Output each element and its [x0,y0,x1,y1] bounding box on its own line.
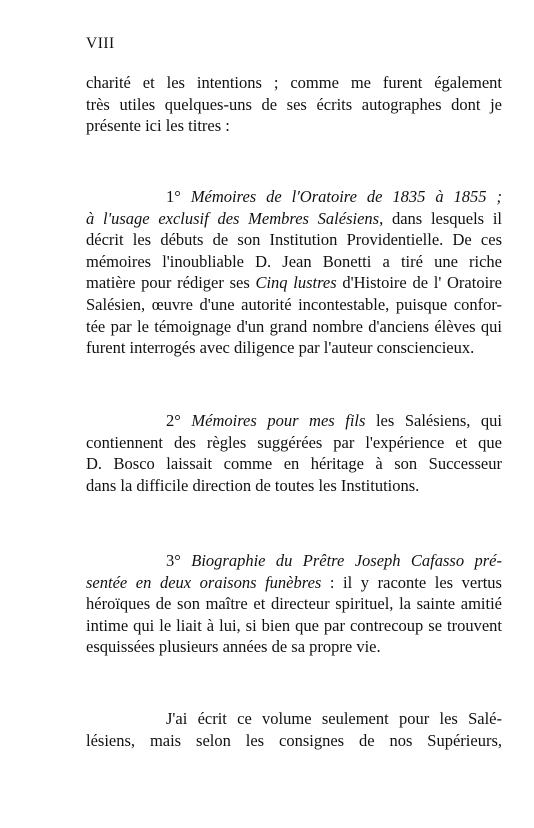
text-line: esquissées plusieurs années de sa propre vie. [86,637,381,657]
text-line: 3° Biographie du Prêtre Joseph Cafasso pré- [166,551,502,570]
text-line: mémoires l'inoubliable D. Jean Bonetti a tiré une riche [86,251,502,271]
text-line: à l'usage exclusif des Membres Salésiens, dans lesquels il [86,208,502,228]
paragraph-closing [86,708,502,751]
text-line: contiennent des règles suggérées par l'expérience et que [86,432,502,452]
page-number: VIII [86,35,115,52]
text-line: 1° Mémoires de l'Oratoire de 1835 à 1855 ; [166,187,502,206]
text-line: dans la difficile direction de toutes les Institutions. [86,475,420,495]
paragraph-item-3 [86,550,502,658]
text-line: matière pour rédiger ses Cinq lustres d'Histoire de l' Oratoire [86,273,502,293]
paragraph-item-1 [86,186,502,359]
text-line: sentée en deux oraisons funèbres : il y raconte les vertus [86,572,502,592]
text-line: 2° Mémoires pour mes fils les Salésiens, qui [166,411,502,430]
text-line: J'ai écrit ce volume seulement pour les Salé- [166,709,502,728]
text-line: Salésien, œuvre d'une autorité incontestable, puisque confor- [86,294,502,314]
text-line: tée par le témoignage d'un grand nombre d'anciens élèves qui [86,316,502,336]
text-line: lésiens, mais selon les consignes de nos Supérieurs, [86,730,502,750]
text-line: D. Bosco laissait comme en héritage à son Successeur [86,454,502,474]
text-line: présente ici les titres : [86,116,230,136]
paragraph-item-2 [86,410,502,496]
text-line: très utiles quelques-uns de ses écrits autographes dont je [86,94,502,114]
text-line: furent interrogés avec diligence par l'auteur consciencieux. [86,338,475,358]
text-line: décrit les débuts de son Institution Providentielle. De ces [86,230,502,250]
text-line: héroïques de son maître et directeur spirituel, la sainte amitié [86,594,502,614]
text-line: intime qui le liait à lui, si bien que par contrecoup se trouvent [86,615,502,635]
text-line: charité et les intentions ; comme me furent également [86,73,502,92]
paragraph-intro [86,72,502,137]
